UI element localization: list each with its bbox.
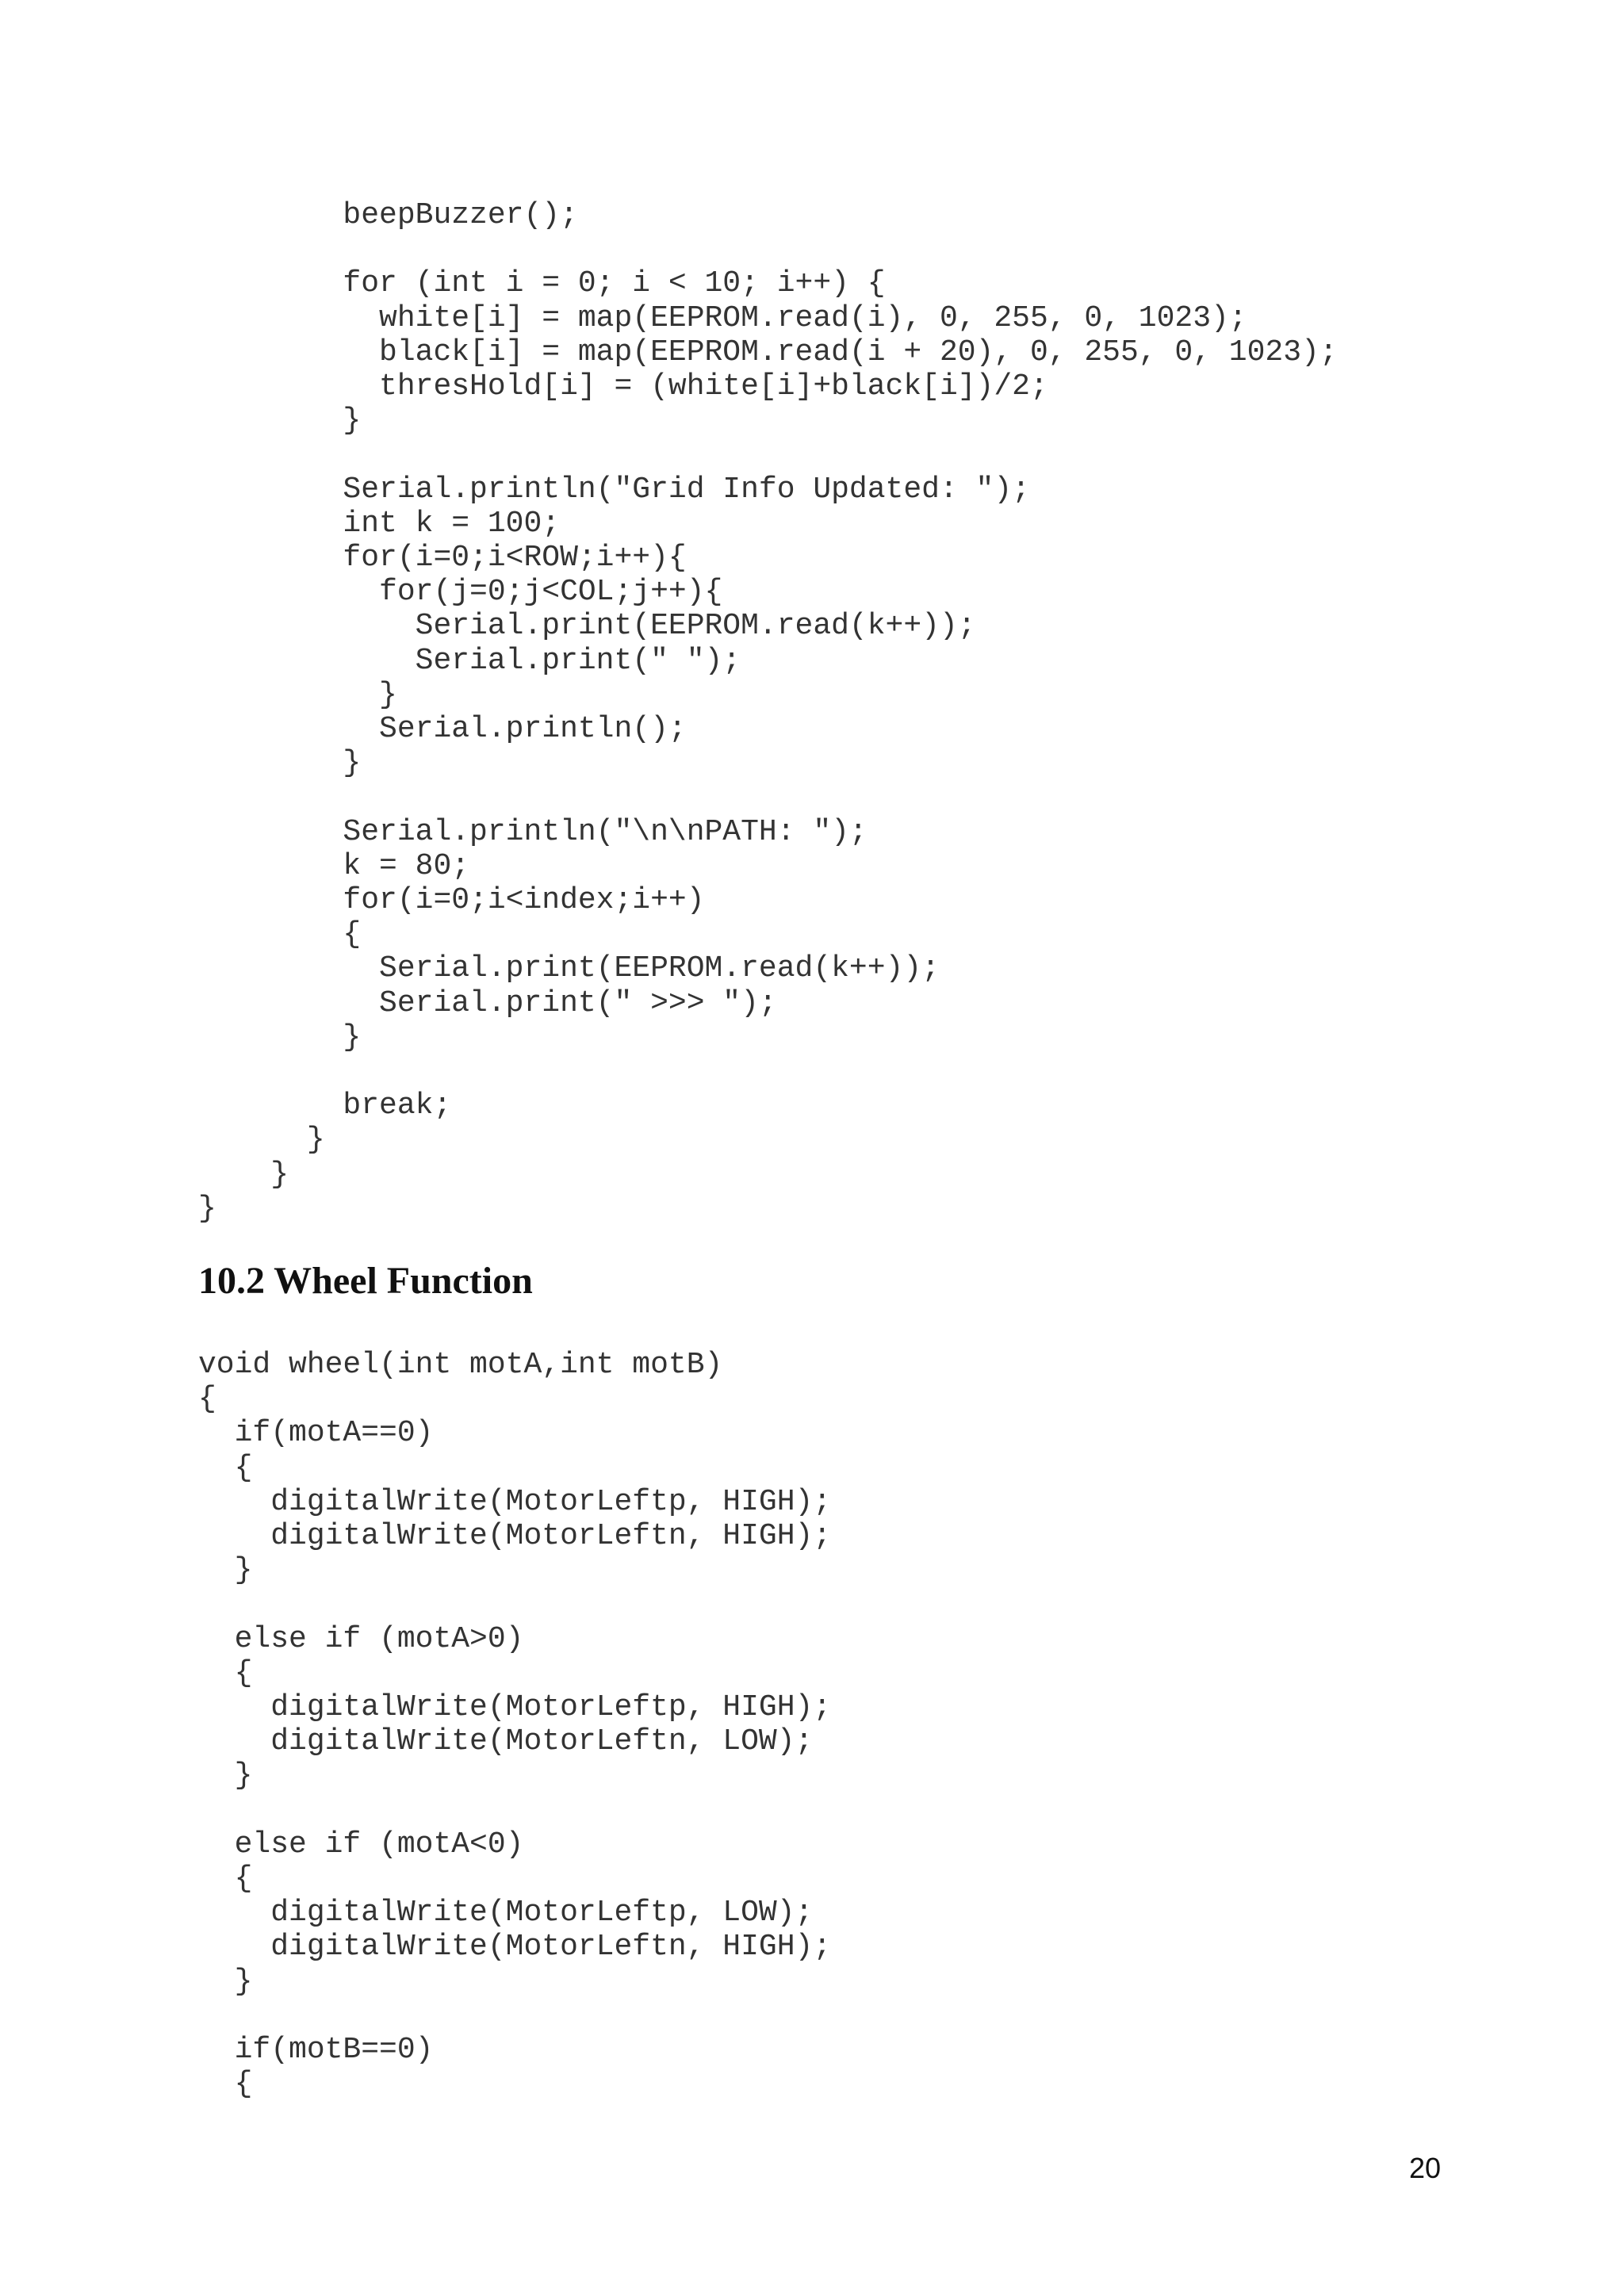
code-line: digitalWrite(MotorLeftp, LOW); [198,1896,814,1930]
code-line: k = 80; [198,849,470,883]
code-line: digitalWrite(MotorLeftp, HIGH); [198,1485,832,1519]
code-line: for(i=0;i<index;i++) [198,883,705,917]
code-line: if(motB==0) [198,2033,434,2067]
code-line: if(motA==0) [198,1416,434,1450]
code-line: white[i] = map(EEPROM.read(i), 0, 255, 0, 1023); [198,301,1247,335]
code-line: { [198,1451,253,1485]
code-line: { [198,1862,253,1896]
code-line: else if (motA<0) [198,1827,524,1862]
code-line: thresHold[i] = (white[i]+black[i])/2; [198,369,1048,404]
code-line: for(j=0;j<COL;j++){ [198,575,723,609]
code-line: Serial.print(EEPROM.read(k++)); [198,951,940,985]
code-line: Serial.print(EEPROM.read(k++)); [198,609,976,643]
code-line: break; [198,1089,452,1123]
code-line: } [198,404,362,438]
code-line: black[i] = map(EEPROM.read(i + 20), 0, 255, 0, 1023); [198,335,1338,369]
code-line: } [198,1553,253,1587]
code-line: } [198,1965,253,1999]
code-line: digitalWrite(MotorLeftp, HIGH); [198,1690,832,1724]
section-heading: 10.2 Wheel Function [198,1260,533,1302]
page-number: 20 [1409,2152,1442,2184]
code-line: digitalWrite(MotorLeftn, LOW); [198,1724,814,1758]
code-line: Serial.print(" "); [198,644,741,678]
code-line: } [198,1158,289,1192]
code-line: { [198,1382,216,1416]
code-line: } [198,1758,253,1793]
code-line: Serial.print(" >>> "); [198,986,777,1020]
code-line: beepBuzzer(); [198,198,578,232]
code-line: digitalWrite(MotorLeftn, HIGH); [198,1930,832,1964]
code-line: int k = 100; [198,507,561,541]
code-line: } [198,1192,216,1226]
code-line: { [198,2067,253,2101]
code-line: for (int i = 0; i < 10; i++) { [198,266,886,300]
code-line: } [198,746,362,780]
code-line: else if (motA>0) [198,1622,524,1656]
code-line: Serial.println("\n\nPATH: "); [198,815,868,849]
code-line: } [198,678,397,712]
code-line: digitalWrite(MotorLeftn, HIGH); [198,1519,832,1553]
code-line: { [198,1656,253,1690]
code-line: for(i=0;i<ROW;i++){ [198,541,687,575]
code-line: Serial.println("Grid Info Updated: "); [198,473,1030,507]
code-line: } [198,1020,362,1054]
code-line: } [198,1123,325,1157]
code-line: void wheel(int motA,int motB) [198,1348,723,1382]
code-line: Serial.println(); [198,712,687,746]
code-line: { [198,917,362,951]
